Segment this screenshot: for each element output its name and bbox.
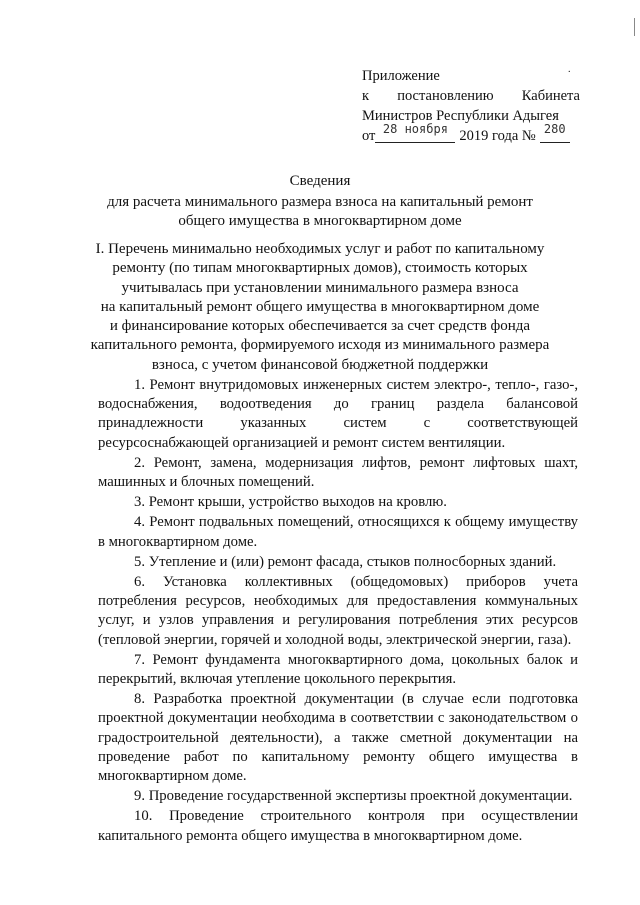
items-list [98, 376, 578, 846]
section-line: ремонту (по типам многоквартирных домов), стоимость которых [112, 260, 528, 277]
list-item: 2. Ремонт, замена, модернизация лифтов, ремонт лифтовых шахт, машинных и блочных помещений. [98, 454, 578, 491]
appendix-ministers: Министров Республики Адыгея [362, 108, 559, 124]
title-subtitle-line-2: общего имущества в многоквартирном доме [178, 213, 462, 229]
list-item: 3. Ремонт крыши, устройство выходов на кровлю. [134, 494, 447, 511]
appendix-cabinet: Кабинета [521, 88, 580, 104]
date-handwritten: 28 ноября [382, 122, 448, 136]
scan-edge-mark [634, 18, 635, 36]
appendix-label: Приложение [362, 68, 440, 84]
number-handwritten: 280 [543, 122, 566, 136]
section-line: I. Перечень минимально необходимых услуг и работ по капитальному [95, 241, 545, 257]
document-title [40, 172, 600, 231]
section-line: взноса, с учетом финансовой бюджетной поддержки [151, 356, 489, 373]
list-item: 6. Установка коллективных (общедомовых) приборов учета потребления ресурсов, необходимых для предоставления коммунальных услуг, и узлов управления и регулирования потребления этих ресурсов (тепловой энергии, горячей и холодной воды, электрической энергии, газа). [98, 574, 578, 648]
appendix-line-4 [362, 122, 580, 146]
list-item: 1. Ремонт внутридомовых инженерных систем электро-, тепло-, газо-, водоснабжения, водоотведения до границ раздела балансовой принадлежности указанных систем с соответствующей ресурсоснабжающей организацией и ремонт систем вентиляции. [98, 377, 578, 451]
year-text: 2019 года № [459, 128, 536, 144]
scan-dot: . [568, 64, 571, 75]
list-item: 8. Разработка проектной документации (в случае если подготовка проектной документации необходима в соответствии с законодательством о градостроительной деятельности), а также сметной документации на проведение работ по капитальному ремонту общего имущества в многоквартирном доме. [98, 691, 578, 785]
number-field [540, 122, 570, 143]
date-field [375, 122, 455, 143]
appendix-preposition: к [362, 88, 370, 104]
title-subtitle-line-1: для расчета минимального размера взноса на капитальный ремонт [107, 194, 533, 210]
section-heading [60, 240, 580, 375]
section-line: учитывалась при установлении минимального размера взноса [121, 279, 519, 296]
section-line: на капитальный ремонт общего имущества в многоквартирном доме [100, 298, 540, 315]
appendix-line-1 [362, 66, 580, 86]
list-item: 10. Проведение строительного контроля при осуществлении капитального ремонта общего имущества в многоквартирном доме. [98, 808, 578, 844]
section-line: капитального ремонта, формируемого исходя из минимального размера [90, 337, 550, 354]
list-item: 7. Ремонт фундамента многоквартирного дома, цокольных балок и перекрытий, включая утепление цокольного перекрытия. [98, 651, 578, 688]
date-prefix: от [362, 128, 376, 144]
title-heading: Сведения [289, 173, 351, 189]
appendix-header [362, 66, 580, 146]
section-line: и финансирование которых обеспечивается за счет средств фонда [109, 318, 531, 335]
appendix-resolution: постановлению [397, 88, 494, 104]
list-item: 5. Утепление и (или) ремонт фасада, стыков полносборных зданий. [134, 553, 557, 570]
list-item: 9. Проведение государственной экспертизы проектной документации. [134, 788, 573, 805]
list-item: 4. Ремонт подвальных помещений, относящихся к общему имуществу в многоквартирном доме. [98, 514, 578, 550]
appendix-line-2 [362, 86, 580, 106]
